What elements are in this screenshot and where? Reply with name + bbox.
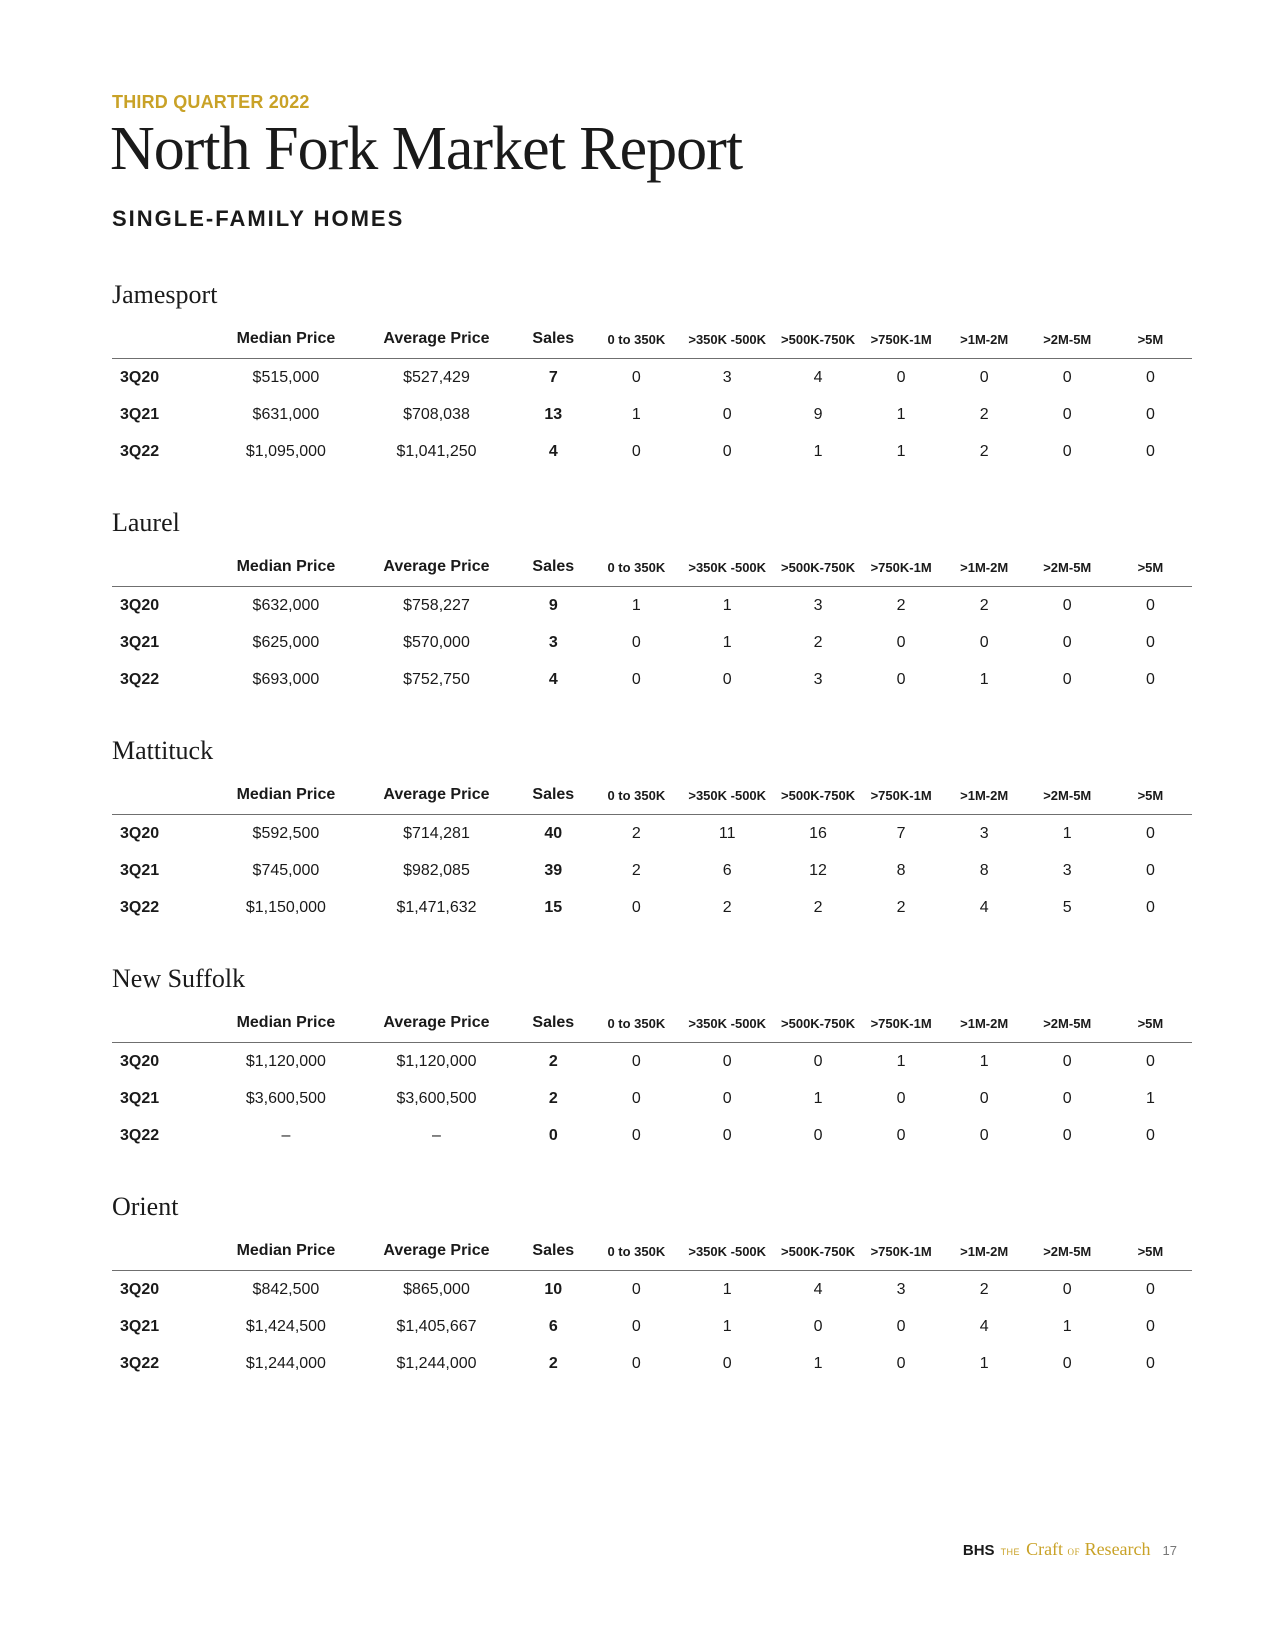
table-cell: 0 xyxy=(1062,670,1072,688)
section-laurel xyxy=(112,508,1192,698)
table-cell: $693,000 xyxy=(252,670,320,688)
table-row xyxy=(112,1043,1192,1081)
column-header: Sales xyxy=(512,320,595,359)
column-header: >750K-1M xyxy=(860,1232,943,1271)
table-cell: 0 xyxy=(631,368,641,386)
table-cell: 3 xyxy=(1062,861,1072,879)
table-cell: 0 xyxy=(813,1052,823,1070)
table-cell: 0 xyxy=(631,670,641,688)
column-header: Median Price xyxy=(211,320,362,359)
table-cell: 3 xyxy=(548,633,558,651)
table-cell: 0 xyxy=(1062,442,1072,460)
table-cell: 0 xyxy=(896,1354,906,1372)
table-cell: 3Q20 xyxy=(120,824,160,842)
market-table xyxy=(112,776,1192,926)
table-cell: 0 xyxy=(1062,405,1072,423)
table-cell: 0 xyxy=(1062,596,1072,614)
table-cell: 0 xyxy=(1145,368,1155,386)
table-cell: 0 xyxy=(896,1089,906,1107)
table-cell: 3Q21 xyxy=(120,405,160,423)
table-cell: 0 xyxy=(1145,1317,1155,1335)
table-cell: 1 xyxy=(722,596,732,614)
table-cell: 4 xyxy=(548,670,558,688)
table-cell: 3Q20 xyxy=(120,1280,160,1298)
table-cell: 1 xyxy=(979,1052,989,1070)
table-cell: $1,120,000 xyxy=(245,1052,326,1070)
column-header: >2M-5M xyxy=(1026,1232,1109,1271)
table-cell: 0 xyxy=(1062,633,1072,651)
column-header: Average Price xyxy=(361,1232,512,1271)
table-cell: 1 xyxy=(722,1317,732,1335)
table-cell: $1,471,632 xyxy=(396,898,477,916)
table-cell: 4 xyxy=(548,442,558,460)
column-header: Average Price xyxy=(361,548,512,587)
table-cell: 0 xyxy=(1145,442,1155,460)
table-cell: 7 xyxy=(548,368,558,386)
table-cell: 0 xyxy=(722,405,732,423)
table-cell: 2 xyxy=(979,442,989,460)
table-cell: 0 xyxy=(722,1126,732,1144)
table-cell: 1 xyxy=(896,405,906,423)
table-cell: 3Q22 xyxy=(120,1354,160,1372)
table-cell: 11 xyxy=(718,824,736,842)
column-header: >750K-1M xyxy=(860,1004,943,1043)
table-header-row xyxy=(112,1004,1192,1043)
table-header-row xyxy=(112,1232,1192,1271)
table-cell: 3Q20 xyxy=(120,368,160,386)
table-cell: 2 xyxy=(548,1089,558,1107)
table-cell: 0 xyxy=(1062,1126,1072,1144)
area-name: Laurel xyxy=(112,508,180,537)
table-cell: 1 xyxy=(896,1052,906,1070)
page-number: 17 xyxy=(1162,1543,1177,1558)
table-cell: 0 xyxy=(979,368,989,386)
market-table xyxy=(112,548,1192,698)
table-header-row xyxy=(112,320,1192,359)
table-cell: 0 xyxy=(979,1126,989,1144)
table-cell: 12 xyxy=(809,861,827,879)
area-name: New Suffolk xyxy=(112,964,246,993)
column-header: Sales xyxy=(512,1232,595,1271)
table-cell: 1 xyxy=(813,1089,823,1107)
table-row xyxy=(112,624,1192,661)
page-footer xyxy=(963,1539,1177,1560)
table-cell: 3Q20 xyxy=(120,1052,160,1070)
table-cell: 3 xyxy=(813,670,823,688)
table-cell: 0 xyxy=(631,1317,641,1335)
table-cell: 0 xyxy=(1062,368,1072,386)
column-header: >1M-2M xyxy=(943,548,1026,587)
table-cell: $758,227 xyxy=(403,596,470,614)
column-header: >500K-750K xyxy=(777,320,860,359)
property-type-heading: SINGLE-FAMILY HOMES xyxy=(112,206,405,231)
table-cell: 3Q22 xyxy=(120,1126,160,1144)
table-cell: 4 xyxy=(979,898,989,916)
table-cell: 0 xyxy=(722,1354,732,1372)
table-cell: 0 xyxy=(722,442,732,460)
table-cell: $3,600,500 xyxy=(245,1089,326,1107)
table-cell: 39 xyxy=(544,861,563,879)
table-row xyxy=(112,1080,1192,1117)
table-cell: 0 xyxy=(631,442,641,460)
table-cell: 5 xyxy=(1062,898,1072,916)
table-cell: 0 xyxy=(631,1126,641,1144)
column-header: >2M-5M xyxy=(1026,548,1109,587)
area-name: Orient xyxy=(112,1192,179,1221)
table-cell: 0 xyxy=(896,368,906,386)
table-cell: 2 xyxy=(813,633,823,651)
table-cell: 3 xyxy=(813,596,823,614)
table-cell: 4 xyxy=(813,368,823,386)
table-cell: $745,000 xyxy=(252,861,320,879)
table-cell: 3 xyxy=(896,1280,906,1298)
table-cell: $632,000 xyxy=(252,596,320,614)
table-cell: 1 xyxy=(1062,1317,1072,1335)
table-header-row xyxy=(112,776,1192,815)
column-header: 0 to 350K xyxy=(595,320,678,359)
section-orient xyxy=(112,1192,1192,1382)
tagline-craft: Craft OF Research xyxy=(1026,1539,1151,1559)
table-cell: 2 xyxy=(896,596,906,614)
table-cell: 9 xyxy=(548,596,558,614)
table-cell: 2 xyxy=(631,861,641,879)
table-cell: 8 xyxy=(896,861,906,879)
table-cell: 1 xyxy=(979,670,989,688)
table-cell: 1 xyxy=(813,1354,823,1372)
brand-logo: BHS xyxy=(962,1542,995,1559)
column-header xyxy=(112,548,211,587)
table-cell: – xyxy=(281,1126,291,1144)
table-header-row xyxy=(112,548,1192,587)
column-header xyxy=(112,1004,211,1043)
table-cell: 3 xyxy=(979,824,989,842)
table-cell: 0 xyxy=(1062,1280,1072,1298)
table-cell: 0 xyxy=(1062,1052,1072,1070)
table-cell: 4 xyxy=(813,1280,823,1298)
table-row xyxy=(112,852,1192,889)
table-row xyxy=(112,396,1192,433)
table-cell: $842,500 xyxy=(252,1280,320,1298)
table-cell: 3Q21 xyxy=(120,1317,160,1335)
table-cell: 3Q21 xyxy=(120,861,160,879)
table-cell: 6 xyxy=(722,861,732,879)
area-name: Jamesport xyxy=(112,280,218,309)
table-cell: 3Q20 xyxy=(120,596,160,614)
table-cell: 0 xyxy=(722,670,732,688)
table-cell: $592,500 xyxy=(252,824,320,842)
column-header: Median Price xyxy=(211,1004,362,1043)
table-cell: $1,150,000 xyxy=(245,898,326,916)
table-cell: 8 xyxy=(979,861,989,879)
table-cell: 16 xyxy=(809,824,827,842)
report-period: THIRD QUARTER 2022 xyxy=(112,92,310,112)
column-header xyxy=(112,320,211,359)
table-cell: $527,429 xyxy=(403,368,470,386)
column-header: >2M-5M xyxy=(1026,320,1109,359)
table-cell: – xyxy=(432,1126,441,1144)
table-cell: $1,095,000 xyxy=(245,442,326,460)
table-cell: 2 xyxy=(722,898,732,916)
table-cell: 6 xyxy=(548,1317,558,1335)
table-cell: $515,000 xyxy=(252,368,320,386)
column-header: >2M-5M xyxy=(1026,1004,1109,1043)
table-cell: 0 xyxy=(631,898,641,916)
table-cell: 1 xyxy=(1145,1089,1155,1107)
table-cell: $570,000 xyxy=(403,633,470,651)
section-new-suffolk xyxy=(112,964,1192,1154)
table-cell: $1,244,000 xyxy=(396,1354,477,1372)
column-header: >750K-1M xyxy=(860,776,943,815)
table-row xyxy=(112,1345,1192,1382)
column-header: >500K-750K xyxy=(777,776,860,815)
table-cell: 9 xyxy=(813,405,823,423)
table-cell: 0 xyxy=(1145,861,1155,879)
table-cell: 1 xyxy=(1062,824,1072,842)
column-header: Average Price xyxy=(361,1004,512,1043)
table-cell: 0 xyxy=(1062,1089,1072,1107)
market-table xyxy=(112,1004,1192,1154)
column-header: Median Price xyxy=(211,548,362,587)
section-mattituck xyxy=(112,736,1192,926)
column-header: >1M-2M xyxy=(943,1004,1026,1043)
table-cell: 2 xyxy=(813,898,823,916)
table-cell: 1 xyxy=(979,1354,989,1372)
table-cell: 0 xyxy=(1145,824,1155,842)
column-header: Median Price xyxy=(211,1232,362,1271)
table-cell: 0 xyxy=(1145,898,1155,916)
table-cell: 2 xyxy=(896,898,906,916)
column-header: >5M xyxy=(1109,776,1192,815)
table-cell: 0 xyxy=(548,1126,558,1144)
table-cell: 0 xyxy=(896,1317,906,1335)
column-header: Average Price xyxy=(361,320,512,359)
column-header: >1M-2M xyxy=(943,320,1026,359)
table-cell: 0 xyxy=(1145,633,1155,651)
column-header: >1M-2M xyxy=(943,1232,1026,1271)
table-cell: 0 xyxy=(631,1052,641,1070)
table-row xyxy=(112,433,1192,470)
report-title: North Fork Market Report xyxy=(110,115,743,183)
column-header: >500K-750K xyxy=(777,1004,860,1043)
column-header: >350K -500K xyxy=(678,320,777,359)
table-cell: 1 xyxy=(631,405,641,423)
column-header: >500K-750K xyxy=(777,548,860,587)
table-cell: $1,244,000 xyxy=(245,1354,326,1372)
table-cell: 0 xyxy=(1145,405,1155,423)
table-cell: 1 xyxy=(813,442,823,460)
column-header xyxy=(112,776,211,815)
column-header: >350K -500K xyxy=(678,776,777,815)
table-cell: 0 xyxy=(1145,1126,1155,1144)
table-cell: 0 xyxy=(1145,1052,1155,1070)
column-header: Sales xyxy=(512,548,595,587)
table-cell: $1,424,500 xyxy=(245,1317,326,1335)
column-header: Sales xyxy=(512,776,595,815)
table-row xyxy=(112,1117,1192,1154)
table-row xyxy=(112,1308,1192,1345)
market-table xyxy=(112,320,1192,470)
column-header: >350K -500K xyxy=(678,1004,777,1043)
table-cell: 2 xyxy=(548,1052,558,1070)
table-cell: $982,085 xyxy=(403,861,470,879)
table-cell: 15 xyxy=(544,898,563,916)
table-cell: 0 xyxy=(1145,670,1155,688)
table-cell: 4 xyxy=(979,1317,989,1335)
table-cell: 0 xyxy=(631,1089,641,1107)
column-header: 0 to 350K xyxy=(595,776,678,815)
table-cell: $708,038 xyxy=(403,405,470,423)
table-cell: 3Q22 xyxy=(120,898,160,916)
table-cell: $752,750 xyxy=(403,670,470,688)
table-cell: 0 xyxy=(722,1089,732,1107)
table-cell: 2 xyxy=(979,596,989,614)
column-header: 0 to 350K xyxy=(595,1232,678,1271)
table-cell: $865,000 xyxy=(403,1280,470,1298)
table-cell: 40 xyxy=(544,824,563,842)
column-header: 0 to 350K xyxy=(595,1004,678,1043)
table-cell: 0 xyxy=(896,670,906,688)
table-row xyxy=(112,889,1192,926)
column-header: Average Price xyxy=(361,776,512,815)
table-cell: 0 xyxy=(979,633,989,651)
column-header: >350K -500K xyxy=(678,1232,777,1271)
column-header: Median Price xyxy=(211,776,362,815)
column-header: >750K-1M xyxy=(860,320,943,359)
table-cell: $625,000 xyxy=(252,633,320,651)
table-cell: $1,041,250 xyxy=(396,442,477,460)
section-jamesport xyxy=(112,280,1192,470)
table-row xyxy=(112,1271,1192,1309)
column-header: >2M-5M xyxy=(1026,776,1109,815)
table-cell: 0 xyxy=(722,1052,732,1070)
table-cell: $1,120,000 xyxy=(396,1052,477,1070)
table-row xyxy=(112,661,1192,698)
table-cell: 7 xyxy=(896,824,906,842)
table-cell: $1,405,667 xyxy=(396,1317,477,1335)
table-row xyxy=(112,359,1192,397)
table-cell: 13 xyxy=(544,405,563,423)
table-cell: 0 xyxy=(631,1280,641,1298)
table-cell: 0 xyxy=(813,1317,823,1335)
table-cell: 0 xyxy=(813,1126,823,1144)
column-header: >350K -500K xyxy=(678,548,777,587)
table-row xyxy=(112,815,1192,853)
table-cell: 3Q21 xyxy=(120,633,160,651)
table-cell: 1 xyxy=(896,442,906,460)
table-cell: 2 xyxy=(979,405,989,423)
table-cell: 10 xyxy=(544,1280,563,1298)
table-cell: 1 xyxy=(722,633,732,651)
table-cell: 1 xyxy=(722,1280,732,1298)
column-header: >1M-2M xyxy=(943,776,1026,815)
table-cell: 0 xyxy=(631,1354,641,1372)
table-cell: 0 xyxy=(896,1126,906,1144)
table-cell: 3 xyxy=(722,368,732,386)
column-header: >5M xyxy=(1109,548,1192,587)
table-cell: 0 xyxy=(896,633,906,651)
table-cell: 3Q22 xyxy=(120,670,160,688)
table-cell: 3Q21 xyxy=(120,1089,160,1107)
table-cell: 0 xyxy=(979,1089,989,1107)
column-header: Sales xyxy=(512,1004,595,1043)
table-cell: 0 xyxy=(1062,1354,1072,1372)
table-cell: 0 xyxy=(1145,596,1155,614)
table-cell: 1 xyxy=(631,596,641,614)
market-table xyxy=(112,1232,1192,1382)
table-cell: $714,281 xyxy=(403,824,470,842)
table-cell: 2 xyxy=(979,1280,989,1298)
column-header: >5M xyxy=(1109,1232,1192,1271)
column-header: 0 to 350K xyxy=(595,548,678,587)
table-cell: $3,600,500 xyxy=(396,1089,477,1107)
table-cell: 0 xyxy=(631,633,641,651)
column-header: >5M xyxy=(1109,1004,1192,1043)
column-header xyxy=(112,1232,211,1271)
table-cell: $631,000 xyxy=(252,405,320,423)
table-cell: 3Q22 xyxy=(120,442,160,460)
column-header: >750K-1M xyxy=(860,548,943,587)
tagline-the: THE xyxy=(1000,1547,1021,1557)
table-cell: 0 xyxy=(1145,1354,1155,1372)
area-name: Mattituck xyxy=(112,736,214,765)
table-cell: 2 xyxy=(548,1354,558,1372)
table-cell: 0 xyxy=(1145,1280,1155,1298)
column-header: >500K-750K xyxy=(777,1232,860,1271)
column-header: >5M xyxy=(1109,320,1192,359)
table-row xyxy=(112,587,1192,625)
table-cell: 2 xyxy=(631,824,641,842)
